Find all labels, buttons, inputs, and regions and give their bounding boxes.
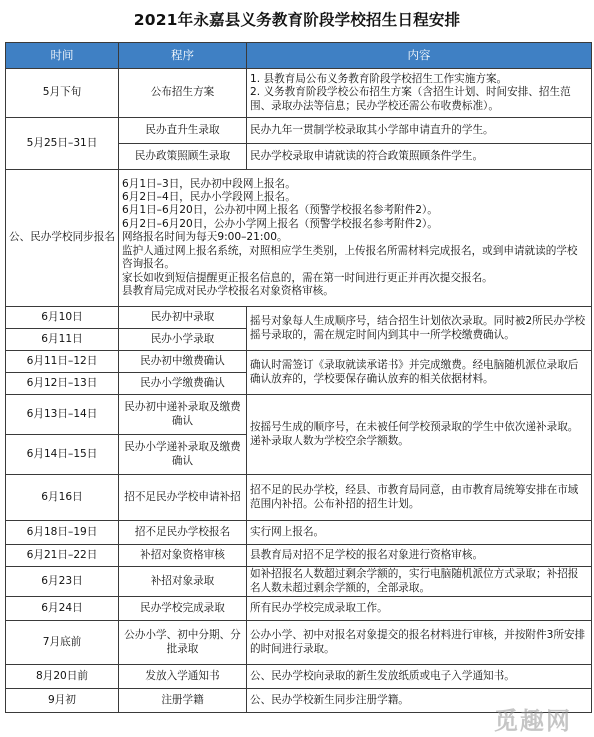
cell-program: 民办小学递补录取及缴费确认 <box>119 435 247 475</box>
header-content: 内容 <box>247 43 592 69</box>
table-row <box>6 118 592 144</box>
cell-content: 招不足的民办学校，经县、市教育局同意，由市教育局统筹安排在市域范围内补招。公布补招的招生计划。 <box>247 475 592 521</box>
cell-time: 7月底前 <box>6 621 119 665</box>
content-line: 1. 县教育局公布义务教育阶段学校招生工作实施方案。 <box>250 72 508 85</box>
cell-time: 6月10日 <box>6 307 119 329</box>
cell-program: 招不足民办学校报名 <box>119 521 247 545</box>
watermark-logo: 觅趣网 <box>494 707 572 735</box>
cell-content: 公、民办学校新生同步注册学籍。 <box>247 689 592 713</box>
table-row <box>6 395 592 435</box>
cell-time: 6月24日 <box>6 597 119 621</box>
cell-time: 6月11日 <box>6 329 119 351</box>
cell-time: 6月18日–19日 <box>6 521 119 545</box>
cell-time: 5月下旬 <box>6 69 119 118</box>
table-row <box>6 351 592 373</box>
content-line: 家长如收到短信提醒更正报名信息的，需在第一时间进行更正并再次提交报名。 <box>122 271 493 284</box>
cell-program: 民办初中录取 <box>119 307 247 329</box>
table-row <box>6 69 592 118</box>
table-row <box>6 307 592 329</box>
table-row <box>6 475 592 521</box>
cell-time: 6月13日–14日 <box>6 395 119 435</box>
cell-content: 民办九年一贯制学校录取其小学部申请直升的学生。 <box>247 118 592 144</box>
cell-program: 民办直升生录取 <box>119 118 247 144</box>
content-line: 6月1日–3日，民办初中段网上报名。 <box>122 177 296 190</box>
table-header-row <box>6 43 592 69</box>
cell-program: 民办初中递补录取及缴费确认 <box>119 395 247 435</box>
table-row <box>6 621 592 665</box>
header-time: 时间 <box>6 43 119 69</box>
table-row <box>6 521 592 545</box>
cell-content: 按摇号生成的顺序号，在未被任何学校预录取的学生中依次递补录取。递补录取人数为学校空余学额数。 <box>247 395 592 475</box>
cell-program: 注册学籍 <box>119 689 247 713</box>
table-row <box>6 597 592 621</box>
cell-content: 确认时需签订《录取就读承诺书》并完成缴费。经电脑随机派位录取后确认放弃的，学校要保存确认放弃的相关依据材料。 <box>247 351 592 395</box>
content-line: 6月2日–4日，民办小学段网上报名。 <box>122 191 296 204</box>
cell-program: 招不足民办学校申请补招 <box>119 475 247 521</box>
cell-time: 6月14日–15日 <box>6 435 119 475</box>
cell-program: 民办初中缴费确认 <box>119 351 247 373</box>
cell-program: 补招对象录取 <box>119 567 247 597</box>
cell-program: 民办学校完成录取 <box>119 597 247 621</box>
content-line: 6月2日–6月20日，公办小学网上报名（预警学校报名参考附件2）。 <box>122 217 438 230</box>
cell-content <box>119 170 592 307</box>
cell-content: 民办学校录取申请就读的符合政策照顾条件学生。 <box>247 144 592 170</box>
header-program: 程序 <box>119 43 247 69</box>
cell-program: 公办小学、初中分期、分批录取 <box>119 621 247 665</box>
cell-program: 公布招生方案 <box>119 69 247 118</box>
table-row <box>6 665 592 689</box>
cell-time: 6月12日–13日 <box>6 373 119 395</box>
cell-program: 民办小学录取 <box>119 329 247 351</box>
cell-content: 实行网上报名。 <box>247 521 592 545</box>
cell-time: 6月11日–12日 <box>6 351 119 373</box>
cell-content: 摇号对象每人生成顺序号，结合招生计划依次录取。同时被2所民办学校摇号录取的，需在规定时间内到其中一所学校缴费确认。 <box>247 307 592 351</box>
cell-time: 6月21日–22日 <box>6 545 119 567</box>
table-row <box>6 170 592 307</box>
cell-program: 民办政策照顾生录取 <box>119 144 247 170</box>
cell-time: 8月20日前 <box>6 665 119 689</box>
cell-content: 如补招报名人数超过剩余学额的，实行电脑随机派位方式录取；补招报名人数未超过剩余学额的，全部录取。 <box>247 567 592 597</box>
table-row <box>6 545 592 567</box>
content-line: 6月1日–6月20日，公办初中网上报名（预警学校报名参考附件2）。 <box>122 204 438 217</box>
content-line: 监护人通过网上报名系统，对照相应学生类别，上传报名所需材料完成报名，或到申请就读的学校咨询报名。 <box>122 244 578 271</box>
cell-time: 9月初 <box>6 689 119 713</box>
cell-time: 6月23日 <box>6 567 119 597</box>
cell-time: 5月25日–31日 <box>6 118 119 170</box>
cell-time: 公、民办学校同步报名 <box>6 170 119 307</box>
cell-content: 县教育局对招不足学校的报名对象进行资格审核。 <box>247 545 592 567</box>
table-row <box>6 567 592 597</box>
cell-content: 公办小学、初中对报名对象提交的报名材料进行审核，并按附件3所安排的时间进行录取。 <box>247 621 592 665</box>
cell-time: 6月16日 <box>6 475 119 521</box>
cell-program: 补招对象资格审核 <box>119 545 247 567</box>
content-line: 县教育局完成对民办学校报名对象资格审核。 <box>122 284 334 297</box>
content-line: 2. 义务教育阶段学校公布招生方案（含招生计划、时间安排、招生范围、录取办法等信息；民办学校还需公布收费标准）。 <box>250 86 571 112</box>
schedule-table <box>5 42 592 713</box>
page-title: 2021年永嘉县义务教育阶段学校招生日程安排 <box>133 11 461 29</box>
cell-content: 公、民办学校向录取的新生发放纸质或电子入学通知书。 <box>247 665 592 689</box>
cell-content <box>247 69 592 118</box>
content-line: 网络报名时间为每天9:00–21:00。 <box>122 231 288 244</box>
cell-program: 民办小学缴费确认 <box>119 373 247 395</box>
cell-program: 发放入学通知书 <box>119 665 247 689</box>
cell-content: 所有民办学校完成录取工作。 <box>247 597 592 621</box>
